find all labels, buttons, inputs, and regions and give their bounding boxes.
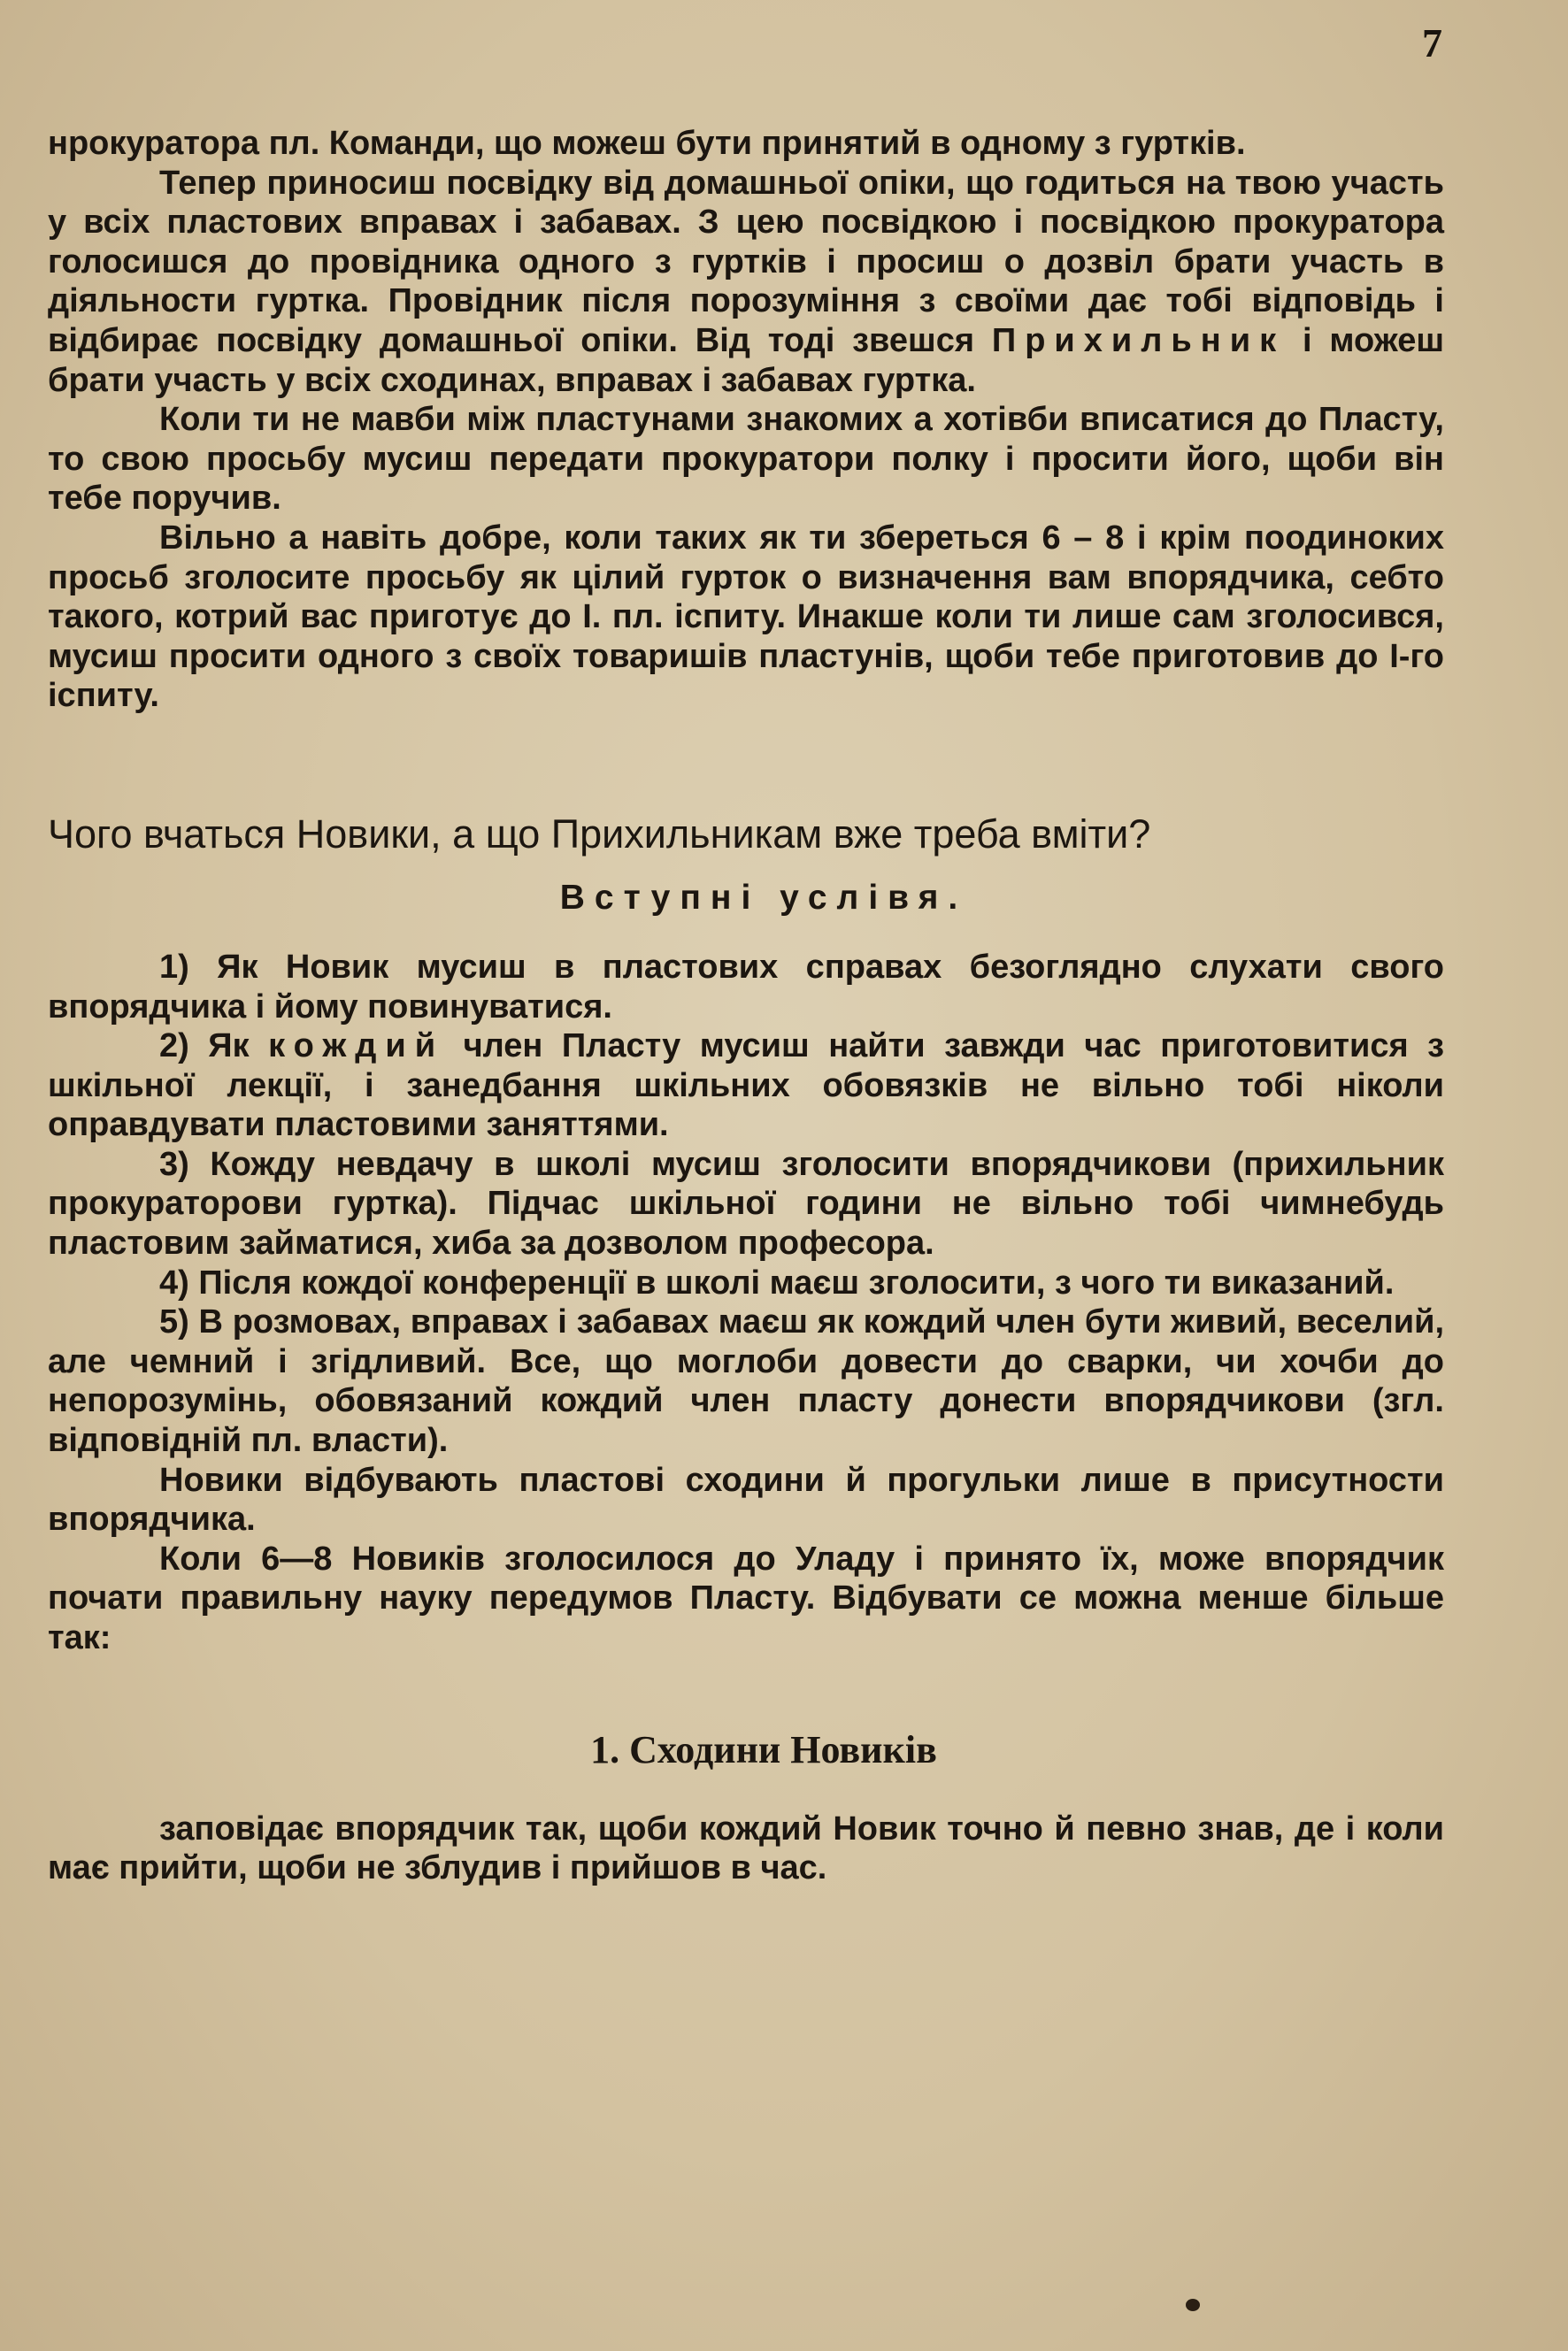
emphasized-word: кождий — [268, 1027, 445, 1065]
page-number: 7 — [1422, 20, 1442, 65]
subsection-title: 1. Сходини Новиків — [590, 1727, 937, 1771]
list-item: 5) В розмовах, вправах і забавах маєш як кождий член бути живий, веселий, але чемний і згідливий. Все, що моглоби довести до сварки, чи хочби до непорозумінь, обовязаний кождий член пласту донести впорядчикови (згл. відповідній пл. власти). — [48, 1303, 1444, 1460]
list-item: 4) Після кождої конференції в школі маєш зголосити, з чого ти виказаний. — [159, 1264, 1395, 1302]
paragraph: заповідає впорядчик так, щоби кождий Новик точно й певно знав, де і коли має прийти, щоби не зблудив і прийшов в час. — [48, 1809, 1444, 1887]
paragraph: Вільно а навіть добре, коли таких як ти збереться 6 – 8 і крім поодиноких просьб зголосите просьбу як цілий гурток о визначення вам впорядчика, себто такого, котрий вас приготує до І. пл. іспиту. Инакше коли ти лише сам зголосився, мусиш просити одного з своїх товаришів пластунів, щоби тебе приготовив до І-го іспиту. — [48, 519, 1444, 715]
list-item: 1) Як Новик мусиш в пластових справах безоглядно слухати свого впорядчика і йому повинуватися. — [48, 948, 1444, 1026]
emphasized-word: Прихильник — [991, 321, 1286, 359]
intro-text — [48, 124, 1444, 716]
ink-blot — [1186, 2299, 1200, 2311]
paragraph: Коли 6—8 Новиків зголосилося до Уладу і принято їх, може впорядчик почати правильну науку передумов Пласту. Відбувати се можна менше більше так: — [48, 1540, 1444, 1656]
section-title: Чого вчаться Новики, а що Прихильникам вже треба вміти? — [48, 811, 1151, 857]
list-item: 2) Як кождий член Пласту мусиш найти завжди час приготовитися з шкільної лекції, і занедбання шкільних обовязків не вільно тобі ніколи оправдувати пластовими заняттями. — [48, 1027, 1444, 1144]
subsection-text — [48, 1809, 1444, 1888]
paragraph: Тепер приносиш посвідку від домашньої опіки, що годиться на твою участь у всіх пластових вправах і забавах. З цею посвідкою і посвідкою прокуратора голосишся до провідника одного з гуртків і просиш о дозвіл брати участь в діяльности гуртка. Провідник після порозуміння з своїми дає тобі відповідь і відбирає посвідку домашньої опіки. Від тоді звешся Прихильник і можеш брати участь у всіх сходинах, вправах і забавах гуртка. — [48, 164, 1444, 399]
paragraph: Новики відбувають пластові сходини й прогульки лише в присутности впорядчика. — [48, 1461, 1444, 1539]
section-subtitle: Вступні услівя. — [559, 878, 968, 917]
paragraph: Коли ти не мавби між пластунами знакомих а хотівби вписатися до Пласту, то свою просьбу мусиш передати прокуратори полку і просити його, щоби він тебе поручив. — [48, 401, 1444, 518]
list-item: 3) Кожду невдачу в школі мусиш зголосити впорядчикови (прихильник прокураторови гуртка). Підчас шкільної години не вільно тобі чимнебудь пластовим займатися, хиба за дозволом професора. — [48, 1145, 1444, 1263]
section-text — [48, 948, 1444, 1658]
paragraph: нрокуратора пл. Команди, що можеш бути принятий в одному з гуртків. — [48, 125, 1246, 162]
